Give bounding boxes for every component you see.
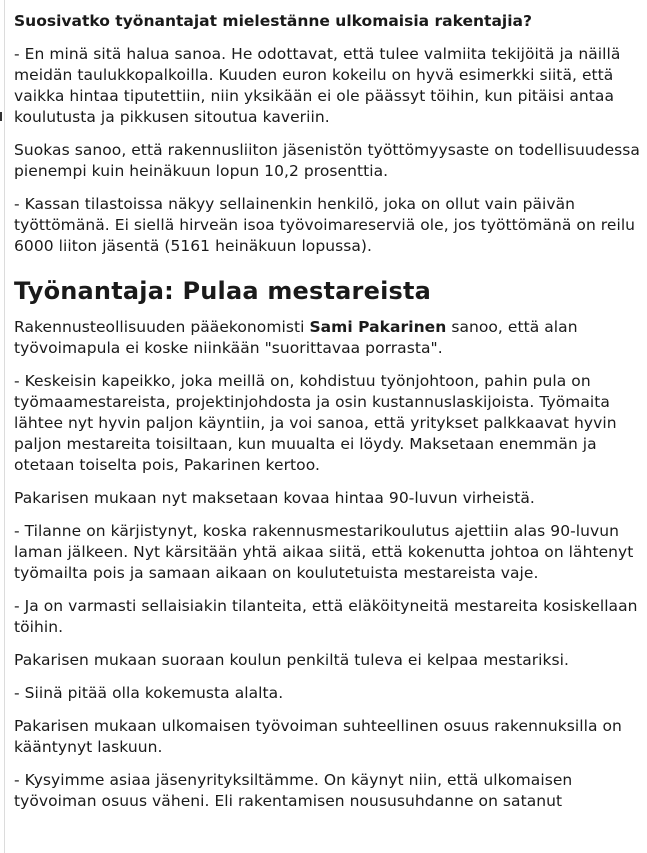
quote-paragraph: - Tilanne on kärjistynyt, koska rakennusmestarikoulutus ajettiin alas 90-luvun laman jälkeen. Nyt kärsitään yhtä aikaa siitä, että kokenutta johtoa on lähtenyt työmailta pois ja samaan aikaan on koulutetuista mestareista vaje. bbox=[14, 522, 634, 582]
section-heading: Työnantaja: Pulaa mestareista bbox=[14, 277, 432, 305]
intro-text-before: Rakennusteollisuuden pääekonomisti bbox=[14, 318, 310, 336]
intro-paragraph bbox=[14, 317, 644, 359]
quote-paragraph: - Kysyimme asiaa jäsenyrityksiltämme. On käynyt niin, että ulkomaisen työvoiman osuus väheni. Eli rakentamisen noususuhdanne on satanut bbox=[14, 771, 573, 810]
body-paragraph: Suokas sanoo, että rakennusliiton jäsenistön työttömyysaste on todellisuudessa pienempi kuin heinäkuun lopun 10,2 prosenttia. bbox=[14, 141, 640, 180]
quote-paragraph: - Keskeisin kapeikko, joka meillä on, kohdistuu työnjohtoon, pahin pula on työmaamestareista, projektinjohdosta ja osin kustannuslaskijoista. Työmaita lähtee nyt hyvin paljon käyntiin, ja voi sanoa, että yritykset palkkaavat hyvin paljon mestareita toisiltaan, kun muualta ei löydy. Maksetaan enemmän ja otetaan toiselta pois, Pakarinen kertoo. bbox=[14, 372, 617, 474]
article-body bbox=[14, 11, 644, 824]
intro-text-after: sanoo, että alan työvoimapula ei koske niinkään "suorittavaa porrasta". bbox=[14, 318, 578, 357]
quote-paragraph: - Ja on varmasti sellaisiakin tilanteita, että eläköityneitä mestareita kosiskellaan töihin. bbox=[14, 597, 638, 636]
person-name: Sami Pakarinen bbox=[309, 318, 447, 336]
body-paragraph: Pakarisen mukaan nyt maksetaan kovaa hintaa 90-luvun virheistä. bbox=[14, 489, 535, 507]
left-margin-marker bbox=[0, 112, 2, 121]
interview-question: Suosivatko työnantajat mielestänne ulkomaisia rakentajia? bbox=[14, 12, 533, 30]
body-paragraph: Pakarisen mukaan ulkomaisen työvoiman suhteellinen osuus rakennuksilla on kääntynyt laskuun. bbox=[14, 717, 622, 756]
answer-paragraph: - En minä sitä halua sanoa. He odottavat, että tulee valmiita tekijöitä ja näillä meidän taulukkopalkoilla. Kuuden euron kokeilu on hyvä esimerkki siitä, että vaikka hintaa tiputettiin, niin yksikään ei ole päässyt töihin, kun pitäisi antaa koulutusta ja pikkusen sitoutua kaveriin. bbox=[14, 45, 621, 126]
left-margin-rule bbox=[4, 0, 5, 853]
body-paragraph: Pakarisen mukaan suoraan koulun penkiltä tuleva ei kelpaa mestariksi. bbox=[14, 651, 570, 669]
answer-paragraph: - Kassan tilastoissa näkyy sellainenkin henkilö, joka on ollut vain päivän työttömänä. Ei siellä hirveän isoa työvoimareserviä ole, jos työttömänä on reilu 6000 liiton jäsentä (5161 heinäkuun lopussa). bbox=[14, 195, 636, 255]
quote-paragraph: - Siinä pitää olla kokemusta alalta. bbox=[14, 684, 284, 702]
